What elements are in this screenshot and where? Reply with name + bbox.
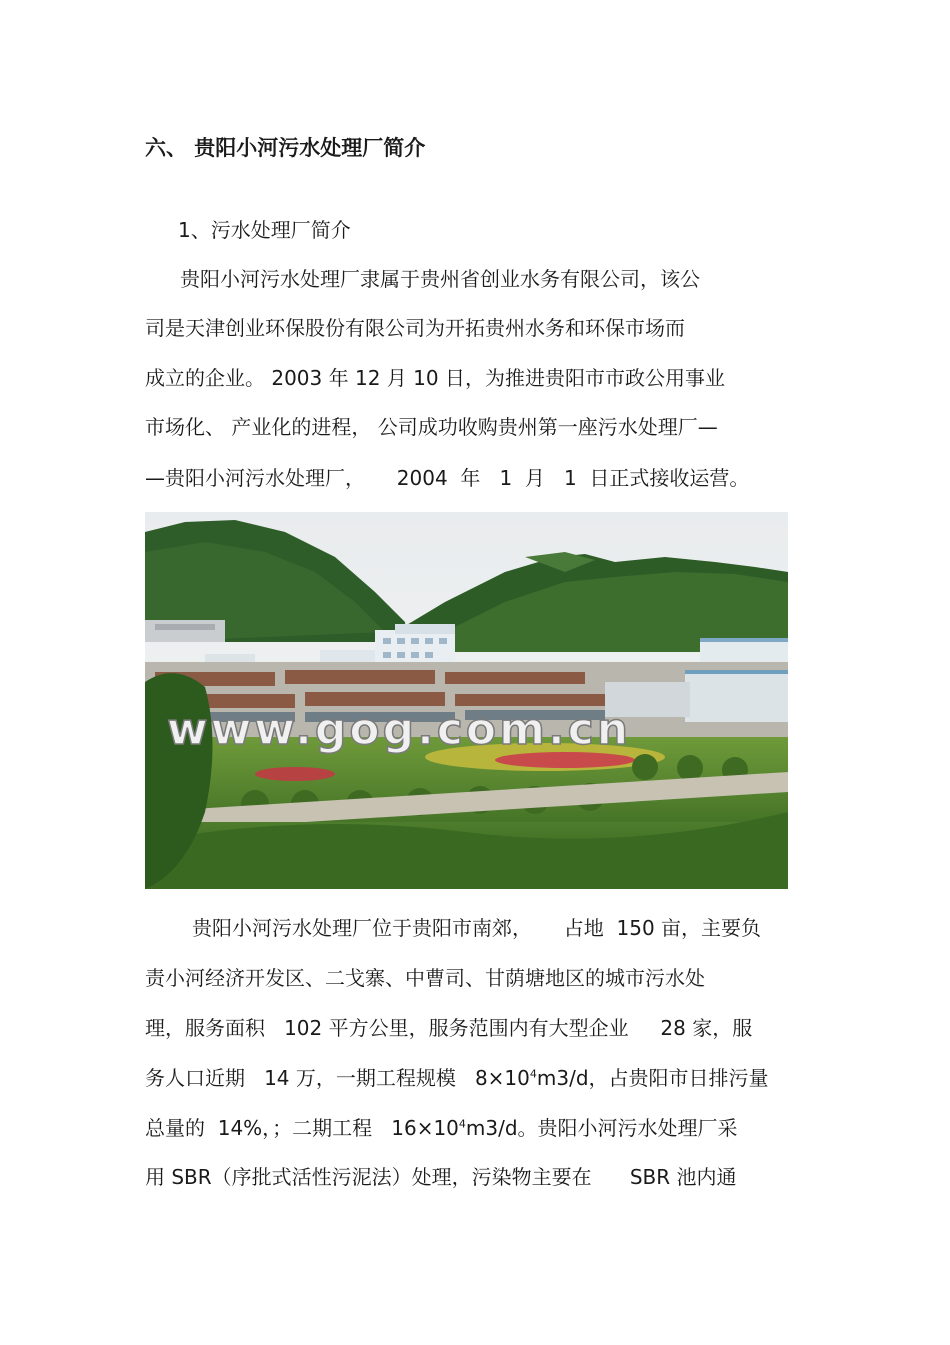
treatment-plant-photo [145,512,788,889]
subsection-title: 1、污水处理厂简介 [178,218,351,242]
paragraph2-line5-part1: 总量的 14%，；二期工程 16×10 [145,1116,459,1140]
paragraph1-line3: 成立的企业。 2003 年 12 月 10 日，为推进贵阳市市政公用事业 [145,366,725,390]
paragraph1-line4: 市场化、 产业化的进程， 公司成功收购贵州第一座污水处理厂— [145,415,718,439]
paragraph2-line2: 责小河经济开发区、二戈寨、中曹司、甘荫塘地区的城市污水处 [145,966,705,990]
section-title: 六、 贵阳小河污水处理厂简介 [145,136,426,160]
paragraph2-line4-exponent: 4 [529,1067,537,1081]
photo-watermark: www.gog.com.cn [167,704,632,755]
paragraph2-line1: 贵阳小河污水处理厂位于贵阳市南郊， 占地 150 亩，主要负 [192,916,762,940]
paragraph1-line2: 司是天津创业环保股份有限公司为开拓贵州水务和环保市场而 [145,316,685,340]
paragraph2-line6: 用 SBR（序批式活性污泥法）处理，污染物主要在 SBR 池内通 [145,1165,737,1189]
paragraph2-line4 [145,1064,769,1092]
paragraph2-line3: 理，服务面积 102 平方公里，服务范围内有大型企业 28 家，服 [145,1016,753,1040]
paragraph2-line4-part2: m3/d，占贵阳市日排污量 [536,1066,769,1090]
paragraph2-line5-exponent: 4 [458,1117,466,1131]
paragraph2-line4-part1: 务人口近期 14 万，一期工程规模 8×10 [145,1066,530,1090]
paragraph2-line5-part2: m3/d。贵阳小河污水处理厂采 [465,1116,738,1140]
paragraph2-line5 [145,1114,738,1142]
paragraph1-line1: 贵阳小河污水处理厂隶属于贵州省创业水务有限公司，该公 [180,267,700,291]
paragraph1-line5: —贵阳小河污水处理厂， 2004 年 1 月 1 日正式接收运营。 [145,466,750,490]
